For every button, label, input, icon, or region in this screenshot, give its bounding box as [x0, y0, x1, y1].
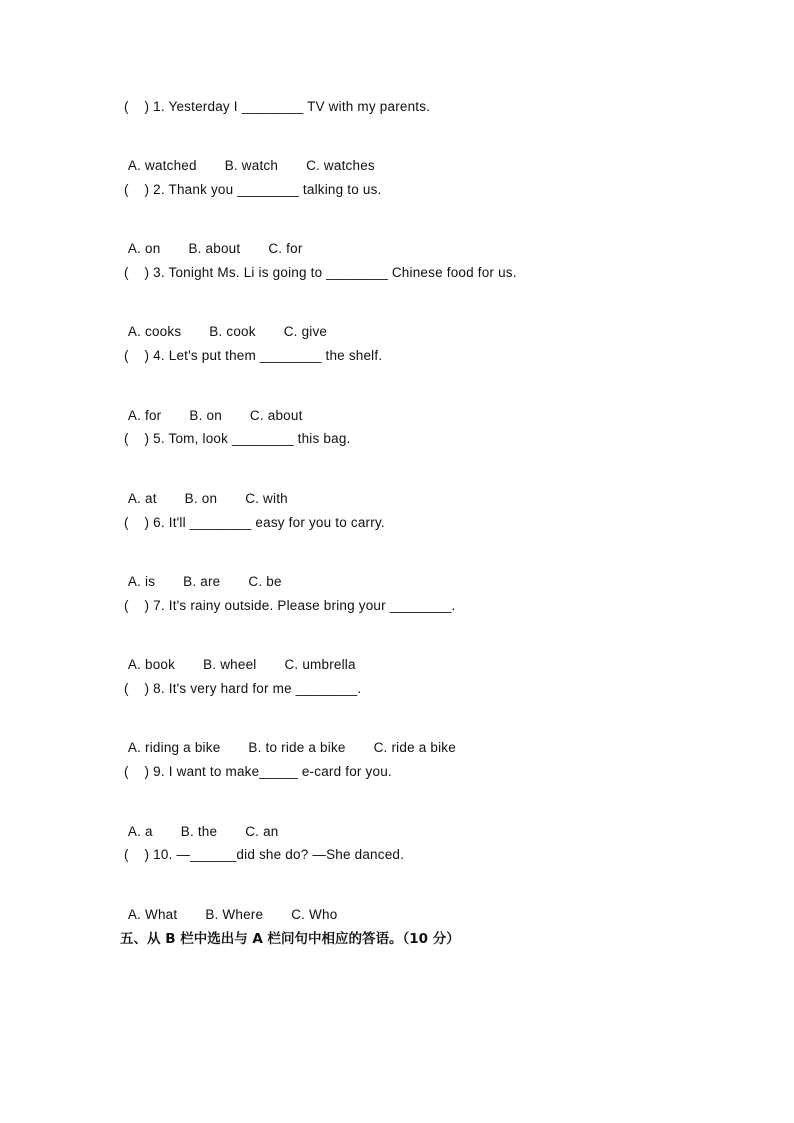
question-6-stem: ( ) 6. It'll ________ easy for you to carry. — [124, 515, 385, 530]
question-3-option-b: B. cook — [209, 324, 256, 339]
question-1-stem: ( ) 1. Yesterday I ________ TV with my parents. — [124, 99, 431, 114]
question-9-option-c: C. an — [245, 824, 279, 839]
question-3-option-a: A. cooks — [127, 324, 182, 339]
question-5-option-c: C. with — [245, 491, 288, 506]
question-8-option-b: B. to ride a bike — [248, 740, 346, 755]
question-3-options — [120, 305, 327, 341]
question-7-option-a: A. book — [127, 657, 176, 672]
question-1-options — [120, 139, 375, 175]
question-2-option-b: B. about — [188, 241, 241, 256]
question-6-option-b: B. are — [183, 574, 221, 589]
question-4-option-c: C. about — [249, 408, 303, 423]
question-4-option-a: A. for — [127, 408, 162, 423]
question-5-stem: ( ) 5. Tom, look ________ this bag. — [124, 431, 351, 446]
question-7-option-b: B. wheel — [203, 657, 257, 672]
question-8-stem: ( ) 8. It's very hard for me ________. — [124, 681, 362, 696]
question-7-option-c: C. umbrella — [284, 657, 356, 672]
question-9-option-a: A. a — [127, 824, 153, 839]
question-4-options — [120, 389, 303, 425]
question-8-option-c: C. ride a bike — [373, 740, 456, 755]
question-8-option-a: A. riding a bike — [127, 740, 221, 755]
question-7-stem: ( ) 7. It's rainy outside. Please bring your ________. — [124, 598, 456, 613]
question-6-option-c: C. be — [248, 574, 282, 589]
question-5-option-b: B. on — [184, 491, 218, 506]
question-10-stem: ( ) 10. —______did she do? —She danced. — [124, 847, 405, 862]
question-5-options — [120, 472, 288, 508]
question-4-option-b: B. on — [189, 408, 222, 423]
question-9-options — [120, 805, 279, 841]
question-1-option-a: A. watched — [127, 158, 197, 173]
question-1-option-b: B. watch — [224, 158, 279, 173]
question-7-options — [120, 638, 356, 674]
question-10-options — [120, 888, 337, 924]
question-4-stem: ( ) 4. Let's put them ________ the shelf. — [124, 348, 383, 363]
question-2-option-a: A. on — [127, 241, 161, 256]
question-2-stem: ( ) 2. Thank you ________ talking to us. — [124, 182, 382, 197]
question-3-stem: ( ) 3. Tonight Ms. Li is going to ________ Chinese food for us. — [124, 265, 517, 280]
question-9-option-b: B. the — [180, 824, 218, 839]
question-6-option-a: A. is — [127, 574, 156, 589]
question-6-options — [120, 555, 282, 591]
question-10-option-b: B. Where — [205, 907, 264, 922]
question-9-stem: ( ) 9. I want to make_____ e-card for you. — [124, 764, 392, 779]
question-2-options — [120, 222, 303, 258]
question-10-option-c: C. Who — [291, 907, 338, 922]
question-5-option-a: A. at — [127, 491, 157, 506]
section-five-heading: 五、从 B 栏中选出与 A 栏问句中相应的答语。（10 分） — [120, 931, 460, 947]
question-10-option-a: A. What — [127, 907, 178, 922]
question-2-option-c: C. for — [268, 241, 303, 256]
question-1-option-c: C. watches — [306, 158, 375, 173]
question-3-option-c: C. give — [283, 324, 328, 339]
question-8-options — [120, 721, 456, 757]
